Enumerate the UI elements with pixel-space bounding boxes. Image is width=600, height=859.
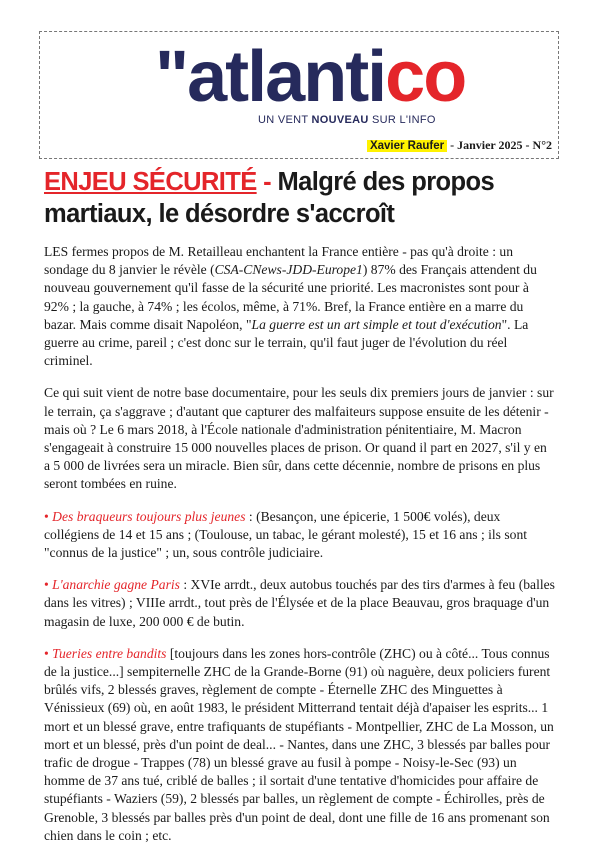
issue-date: - Janvier 2025 - N°2 [447, 138, 552, 152]
bullet-icon: • [44, 508, 49, 524]
item-text: : (Besançon, une épicerie, 1 500€ volés), deux collégiens de 14 et 15 ans ; (Toulouse, un tabac, le gérant molesté), 15 et 16 ans ; ils sont "connus de la justice" ; un, sous contrôle judiciaire. [44, 508, 528, 561]
tagline-bold: NOUVEAU [311, 114, 369, 126]
p1-quote: La guerre est un art simple et tout d'exécution [251, 316, 502, 332]
p1-text-c: ) 87% des Français attendent du nouveau gouvernement qu'il fasse de la sécurité une priorité. Les macronistes sont pour à 92% ; la gauche, à 74% ; les écolos, même, à 71%. Bref, la France entière en a marre du bazar. Mais comme disait Napoléon, " [44, 262, 537, 332]
title-text: Malgré des propos martiaux, le désordre s'accroît [44, 168, 495, 228]
paragraph-intro [44, 243, 556, 370]
p1-text-a: LES fermes propos de M. Retailleau enchantent la France entière - pas qu'à droite : un sondage du 8 janvier le révèle ( [44, 244, 514, 278]
logo-accent: co [385, 37, 466, 117]
p1-poll-source: CSA-CNews-JDD-Europe1 [214, 262, 363, 278]
bullet-icon: • [44, 577, 49, 593]
list-item [44, 508, 556, 563]
article-body [44, 243, 556, 859]
list-item [44, 645, 556, 845]
byline [367, 138, 552, 153]
bullet-icon: • [44, 645, 49, 661]
tagline-post: SUR L'INFO [368, 114, 436, 126]
tagline-pre: UN VENT [258, 114, 312, 126]
title-dash: - [256, 168, 278, 196]
article-title [44, 166, 564, 230]
logo-quote: " [155, 37, 188, 117]
item-text: [toujours dans les zones hors-contrôle (ZHC) ou à côté... Tous connus de la justice...] sempiternelle ZHC de la Grande-Borne (91) où naguère, deux policiers furent brûlés vifs, 2 blessés graves, règlement de compte - Éternelle ZHC des Minguettes à Vénissieux (69) où, en août 1983, le président Mitterrand tentait déjà d'apaiser les esprits... 1 mort et un blessé grave, entre trafiquants de stupéfiants - Montpellier, ZHC de La Mosson, un mort et un blessé, près d'un point de deal... - Nantes, dans une ZHC, 3 blessés par balles pour trafic de drogue - Trappes (78) un blessé grave au fusil à pompe - Noisy-le-Sec (93) un homme de 37 ans tué, criblé de balles ; il sortait d'une tentative d'homicides pour affaire de stupéfiants - Waziers (59), 2 blessés par balles, un règlement de compte - Échirolles, près de Grenoble, 3 blessés par balles près d'un point de deal, dont une fille de 16 ans promenant son chien dans le coin ; etc. [44, 645, 554, 843]
item-lead: L'anarchie gagne Paris [52, 577, 180, 593]
item-text: : XVIe arrdt., deux autobus touchés par des tirs d'armes à feu (balles dans les vitres) ; VIIIe arrdt., tout près de l'Élysée et de la place Beauvau, gros braquage d'un magasin de luxe, 200 000 € de butin. [44, 577, 555, 629]
logo-main: atlanti [187, 37, 386, 117]
masthead [39, 31, 559, 159]
title-kicker: ENJEU SÉCURITÉ [44, 168, 257, 196]
list-item [44, 576, 556, 631]
atlantico-logo[interactable] [155, 36, 466, 118]
item-lead: Tueries entre bandits [52, 645, 167, 661]
tagline [258, 114, 538, 126]
p1-text-e: ". La guerre au crime, pareil ; c'est donc sur le terrain, qu'il faut juger de l'évolution du réel criminel. [44, 316, 529, 369]
author-name: Xavier Raufer [367, 140, 447, 152]
item-lead: Des braqueurs toujours plus jeunes [52, 508, 246, 524]
paragraph-context: Ce qui suit vient de notre base documentaire, pour les seuls dix premiers jours de janvier : sur le terrain, ça s'aggrave ; d'autant que capturer des malfaiteurs suppose ensuite de les détenir - mais où ? Le 6 mars 2018, à l'École nationale d'administration pénitentiaire, M. Macron s'engageait à construire 15 000 nouvelles places de prison. Or quand il part en 2027, s'il y en a 5 000 de livrées sera un miracle. Bien sûr, dans cette décennie, nombre de prisons en plus seront tombées en ruine. [44, 385, 554, 492]
